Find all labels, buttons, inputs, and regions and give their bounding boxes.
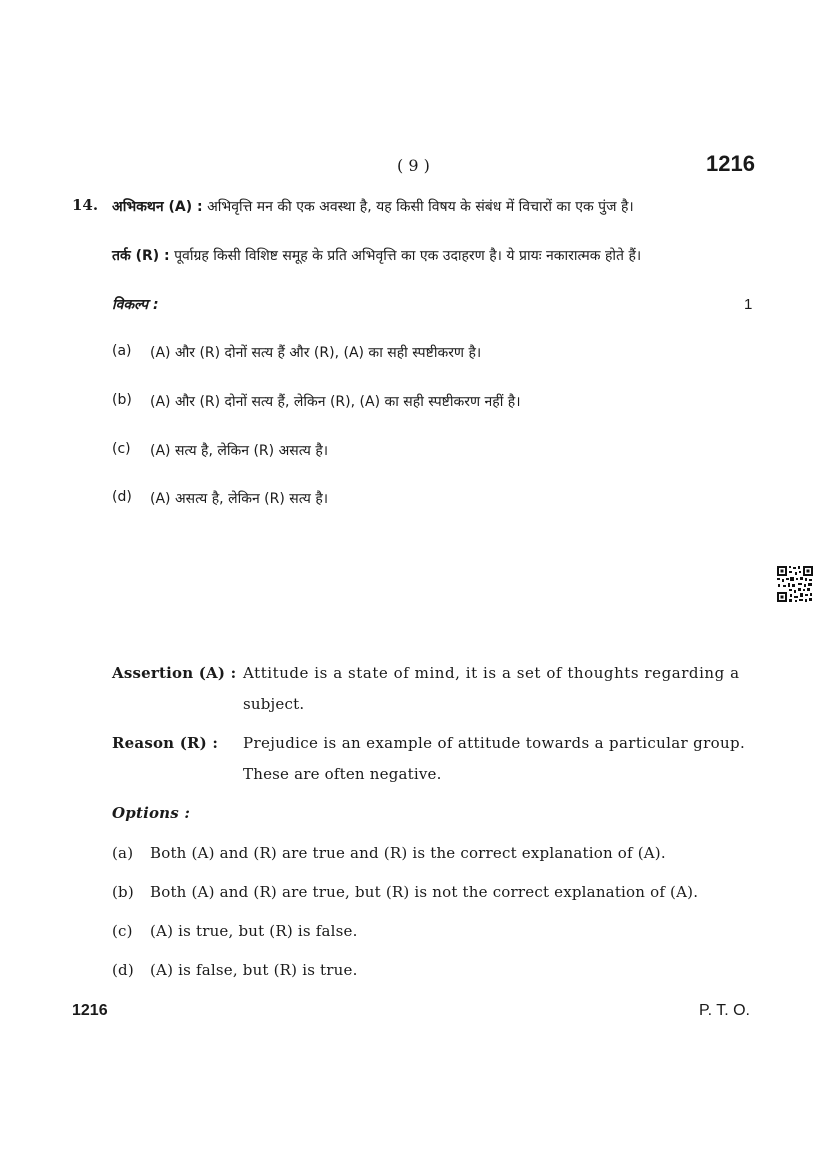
option-text: Both (A) and (R) are true, but (R) is not the correct explanation of (A). [150,883,699,901]
option-text: (A) असत्य है, लेकिन (R) सत्य है। [150,491,329,507]
english-assertion-label: Assertion (A) : [112,664,237,682]
english-option-d [112,961,358,979]
english-option-c [112,922,358,940]
english-option-a [112,844,666,862]
option-letter: (c) [112,441,131,457]
page-number: ( 9 ) [397,156,430,175]
hindi-assertion-label: अभिकथन (A) : [112,199,203,215]
hindi-option-c [112,441,329,459]
paper-code-footer: 1216 [72,1002,108,1019]
hindi-option-d [112,489,329,507]
option-letter: (a) [112,343,132,359]
option-letter: (d) [112,489,132,505]
hindi-reason-text: पूर्वाग्रह किसी विशिष्ट समूह के प्रति अभिवृत्ति का एक उदाहरण है। ये प्रायः नकारात्मक होते हैं। [174,248,642,264]
hindi-option-b [112,392,521,410]
option-text: (A) और (R) दोनों सत्य हैं और (R), (A) का सही स्पष्टीकरण है। [150,345,482,361]
option-letter: (c) [112,922,133,940]
hindi-assertion [112,197,634,216]
english-assertion-line2: subject. [243,695,305,713]
option-letter: (d) [112,961,134,979]
english-assertion-line1: Attitude is a state of mind, it is a set of thoughts regarding a [243,664,740,682]
hindi-options-label: विकल्प : [112,297,159,313]
english-options-label: Options : [112,804,191,822]
marks: 1 [744,296,753,313]
option-text: Both (A) and (R) are true and (R) is the correct explanation of (A). [150,844,666,862]
question-number: 14. [72,196,99,214]
option-text: (A) is true, but (R) is false. [150,922,358,940]
qr-code-icon [776,565,814,603]
option-letter: (b) [112,392,132,408]
hindi-reason [112,246,641,265]
paper-code-header: 1216 [706,151,755,176]
hindi-option-a [112,343,482,361]
english-option-b [112,883,699,901]
hindi-reason-label: तर्क (R) : [112,248,170,264]
english-reason-line1: Prejudice is an example of attitude towards a particular group. [243,734,746,752]
option-letter: (b) [112,883,134,901]
option-text: (A) सत्य है, लेकिन (R) असत्य है। [150,443,329,459]
option-text: (A) is false, but (R) is true. [150,961,358,979]
option-text: (A) और (R) दोनों सत्य हैं, लेकिन (R), (A) का सही स्पष्टीकरण नहीं है। [150,394,521,410]
english-reason-label: Reason (R) : [112,734,219,752]
option-letter: (a) [112,844,134,862]
hindi-assertion-text: अभिवृत्ति मन की एक अवस्था है, यह किसी विषय के संबंध में विचारों का एक पुंज है। [207,199,634,215]
pto-label: P. T. O. [699,1002,750,1019]
english-reason-line2: These are often negative. [243,765,442,783]
